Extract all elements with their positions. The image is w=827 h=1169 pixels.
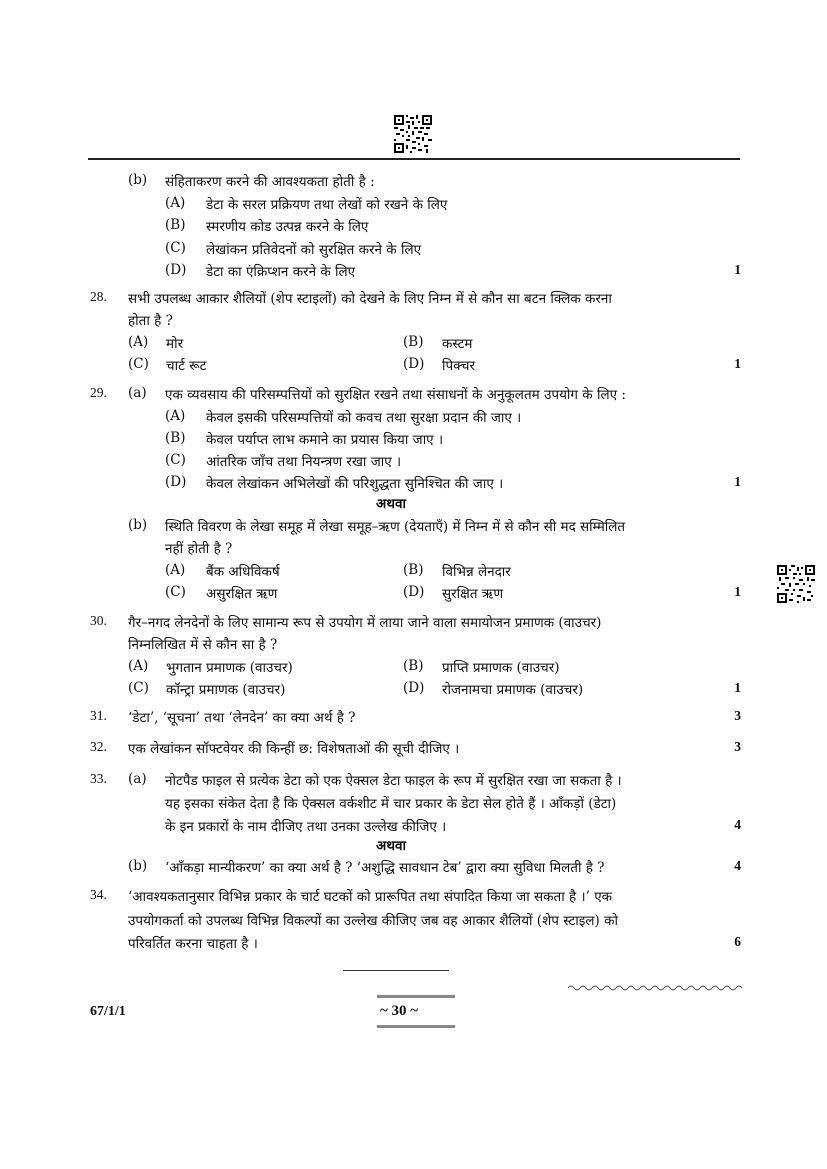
q30-option-c-key: (C) <box>128 680 149 696</box>
q29a-option-a-text: केवल इसकी परिसम्पत्तियों को कवच तथा सुरक्षा प्रदान की जाए । <box>206 410 522 426</box>
q33b-marks: 4 <box>734 858 741 873</box>
q29a-option-b-text: केवल पर्याप्त लाभ कमाने का प्रयास किया जाए । <box>206 432 444 448</box>
paper-code: 67/1/1 <box>90 1004 126 1019</box>
q31-text: ‘डेटा’, ‘सूचना’ तथा ‘लेनदेन’ का क्या अर्थ है ? <box>128 710 356 726</box>
q33a-label: (a) <box>128 771 147 787</box>
q30-option-a-key: (A) <box>128 658 149 674</box>
q29a-marks: 1 <box>734 474 741 489</box>
q28-option-c-key: (C) <box>128 356 149 372</box>
q27b-option-a-key: (A) <box>165 195 186 211</box>
qr-code-side <box>777 565 815 603</box>
q28-option-d-text: पिक्चर <box>442 358 476 374</box>
q29a-option-d-key: (D) <box>165 474 187 490</box>
q27b-option-c-key: (C) <box>165 240 186 256</box>
q29a-option-c-text: आंतरिक जाँच तथा नियन्त्रण रखा जाए । <box>206 454 402 470</box>
q29b-option-d-text: सुरक्षित ऋण <box>442 586 504 602</box>
q29b-marks: 1 <box>734 584 741 599</box>
q33b-text: ‘आँकड़ा मान्यीकरण’ का क्या अर्थ है ? ‘अशुद्धि सावधान टेब’ द्वारा क्या सुविधा मिलती है ? <box>165 860 605 876</box>
q28-option-c-text: चार्ट रूट <box>166 358 207 374</box>
q29b-option-c-key: (C) <box>165 584 186 600</box>
q33-number: 33. <box>90 771 107 786</box>
q29b-option-b-key: (B) <box>403 562 424 578</box>
q33-or: अथवा <box>376 838 406 854</box>
q29b-line2: नहीं होती है ? <box>165 541 233 557</box>
q29a-stem: एक व्यवसाय की परिसम्पत्तियों को सुरक्षित रखने तथा संसाधनों के अनुकूलतम उपयोग के लिए : <box>165 387 626 403</box>
q29b-option-a-key: (A) <box>165 562 186 578</box>
q27b-label: (b) <box>128 172 148 188</box>
q30-option-a-text: भुगतान प्रमाणक (वाउचर) <box>166 660 293 676</box>
q33b-label: (b) <box>128 858 148 874</box>
q32-number: 32. <box>90 739 107 754</box>
q30-number: 30. <box>90 613 107 628</box>
q28-line1: सभी उपलब्ध आकार शैलियों (शेप स्टाइलों) को देखने के लिए निम्न में से कौन सा बटन क्लिक करना <box>128 291 612 307</box>
q29a-label: (a) <box>128 385 147 401</box>
q31-number: 31. <box>90 708 107 723</box>
q30-option-c-text: कॉन्ट्रा प्रमाणक (वाउचर) <box>166 682 286 698</box>
q30-marks: 1 <box>734 680 741 695</box>
q28-option-b-key: (B) <box>403 334 424 350</box>
page-number-bottom-bar <box>377 1025 455 1028</box>
q28-option-b-text: कस्टम <box>442 336 473 352</box>
q28-option-d-key: (D) <box>403 356 425 372</box>
q27b-option-c-text: लेखांकन प्रतिवेदनों को सुरक्षित करने के लिए <box>206 242 422 258</box>
q30-option-d-text: रोजनामचा प्रमाणक (वाउचर) <box>442 682 584 698</box>
q33a-line1: नोटपैड फाइल से प्रत्येक डेटा को एक ऐक्सल डेटा फाइल के रूप में सुरक्षित रखा जा सकता है । <box>165 773 622 789</box>
q30-option-b-key: (B) <box>403 658 424 674</box>
q34-line2: उपयोगकर्ता को उपलब्ध विभिन्न विकल्पों का उल्लेख कीजिए जब वह आकार शैलियों (शेप स्टाइल) को <box>128 913 618 929</box>
q30-option-d-key: (D) <box>403 680 425 696</box>
wavy-line <box>568 983 746 993</box>
q29b-option-c-text: असुरक्षित ऋण <box>206 586 278 602</box>
end-rule <box>343 970 449 971</box>
q28-marks: 1 <box>734 356 741 371</box>
q29-number: 29. <box>90 385 107 400</box>
q33a-marks: 4 <box>734 817 741 832</box>
q27b-option-b-text: स्मरणीय कोड उत्पन्न करने के लिए <box>206 219 369 235</box>
q32-text: एक लेखांकन सॉफ्टवेयर की किन्हीं छ: विशेषताओं की सूची दीजिए । <box>128 741 460 757</box>
q30-line2: निम्नलिखित में से कौन सा है ? <box>128 637 278 653</box>
q29a-option-d-text: केवल लेखांकन अभिलेखों की परिशुद्धता सुनिश्चित की जाए । <box>206 476 504 492</box>
q28-option-a-key: (A) <box>128 334 149 350</box>
page-number-top-bar <box>377 995 455 998</box>
q29b-label: (b) <box>128 517 148 533</box>
q29a-option-c-key: (C) <box>165 452 186 468</box>
q34-line3: परिवर्तित करना चाहता है । <box>128 936 258 952</box>
qr-code-top <box>394 115 432 153</box>
q31-marks: 3 <box>734 708 741 723</box>
q27b-option-d-text: डेटा का एंक्रिप्शन करने के लिए <box>206 264 356 280</box>
q28-option-a-text: मोर <box>166 336 184 352</box>
q34-marks: 6 <box>734 934 741 949</box>
q30-option-b-text: प्राप्ति प्रमाणक (वाउचर) <box>442 660 560 676</box>
q29b-option-d-key: (D) <box>403 584 425 600</box>
q27b-marks: 1 <box>734 262 741 277</box>
q28-line2: होता है ? <box>128 313 173 329</box>
q29b-option-a-text: बैंक अधिविकर्ष <box>206 564 280 580</box>
q27b-option-b-key: (B) <box>165 217 186 233</box>
q29a-option-b-key: (B) <box>165 430 186 446</box>
q32-marks: 3 <box>734 739 741 754</box>
header-rule <box>88 158 740 160</box>
q27b-option-a-text: डेटा के सरल प्रक्रियण तथा लेखों को रखने के लिए <box>206 197 448 213</box>
q29b-line1: स्थिति विवरण के लेखा समूह में लेखा समूह–ऋण (देयताएँ) में निम्न में से कौन सी मद सम्मिलित <box>165 519 626 535</box>
q30-line1: गैर–नगद लेनदेनों के लिए सामान्य रूप से उपयोग में लाया जाने वाला समायोजन प्रमाणक (वाउचर) <box>128 615 602 631</box>
q29-or: अथवा <box>376 496 406 512</box>
q29a-option-a-key: (A) <box>165 408 186 424</box>
page-number: ~ 30 ~ <box>380 1003 419 1019</box>
q34-line1: ‘आवश्यकतानुसार विभिन्न प्रकार के चार्ट घटकों को प्रारूपित तथा संपादित किया जा सकता है ।’ एक <box>128 889 613 905</box>
q33a-line2: यह इसका संकेत देता है कि ऐक्सल वर्कशीट में चार प्रकार के डेटा सेल होते हैं । आँकड़ों (डेटा) <box>165 796 617 812</box>
q28-number: 28. <box>90 289 107 304</box>
q27b-option-d-key: (D) <box>165 262 187 278</box>
q27b-stem: संहिताकरण करने की आवश्यकता होती है : <box>165 174 375 190</box>
q29b-option-b-text: विभिन्न लेनदार <box>442 564 511 580</box>
q33a-line3: के इन प्रकारों के नाम दीजिए तथा उनका उल्लेख कीजिए । <box>165 819 447 835</box>
q34-number: 34. <box>90 887 107 902</box>
